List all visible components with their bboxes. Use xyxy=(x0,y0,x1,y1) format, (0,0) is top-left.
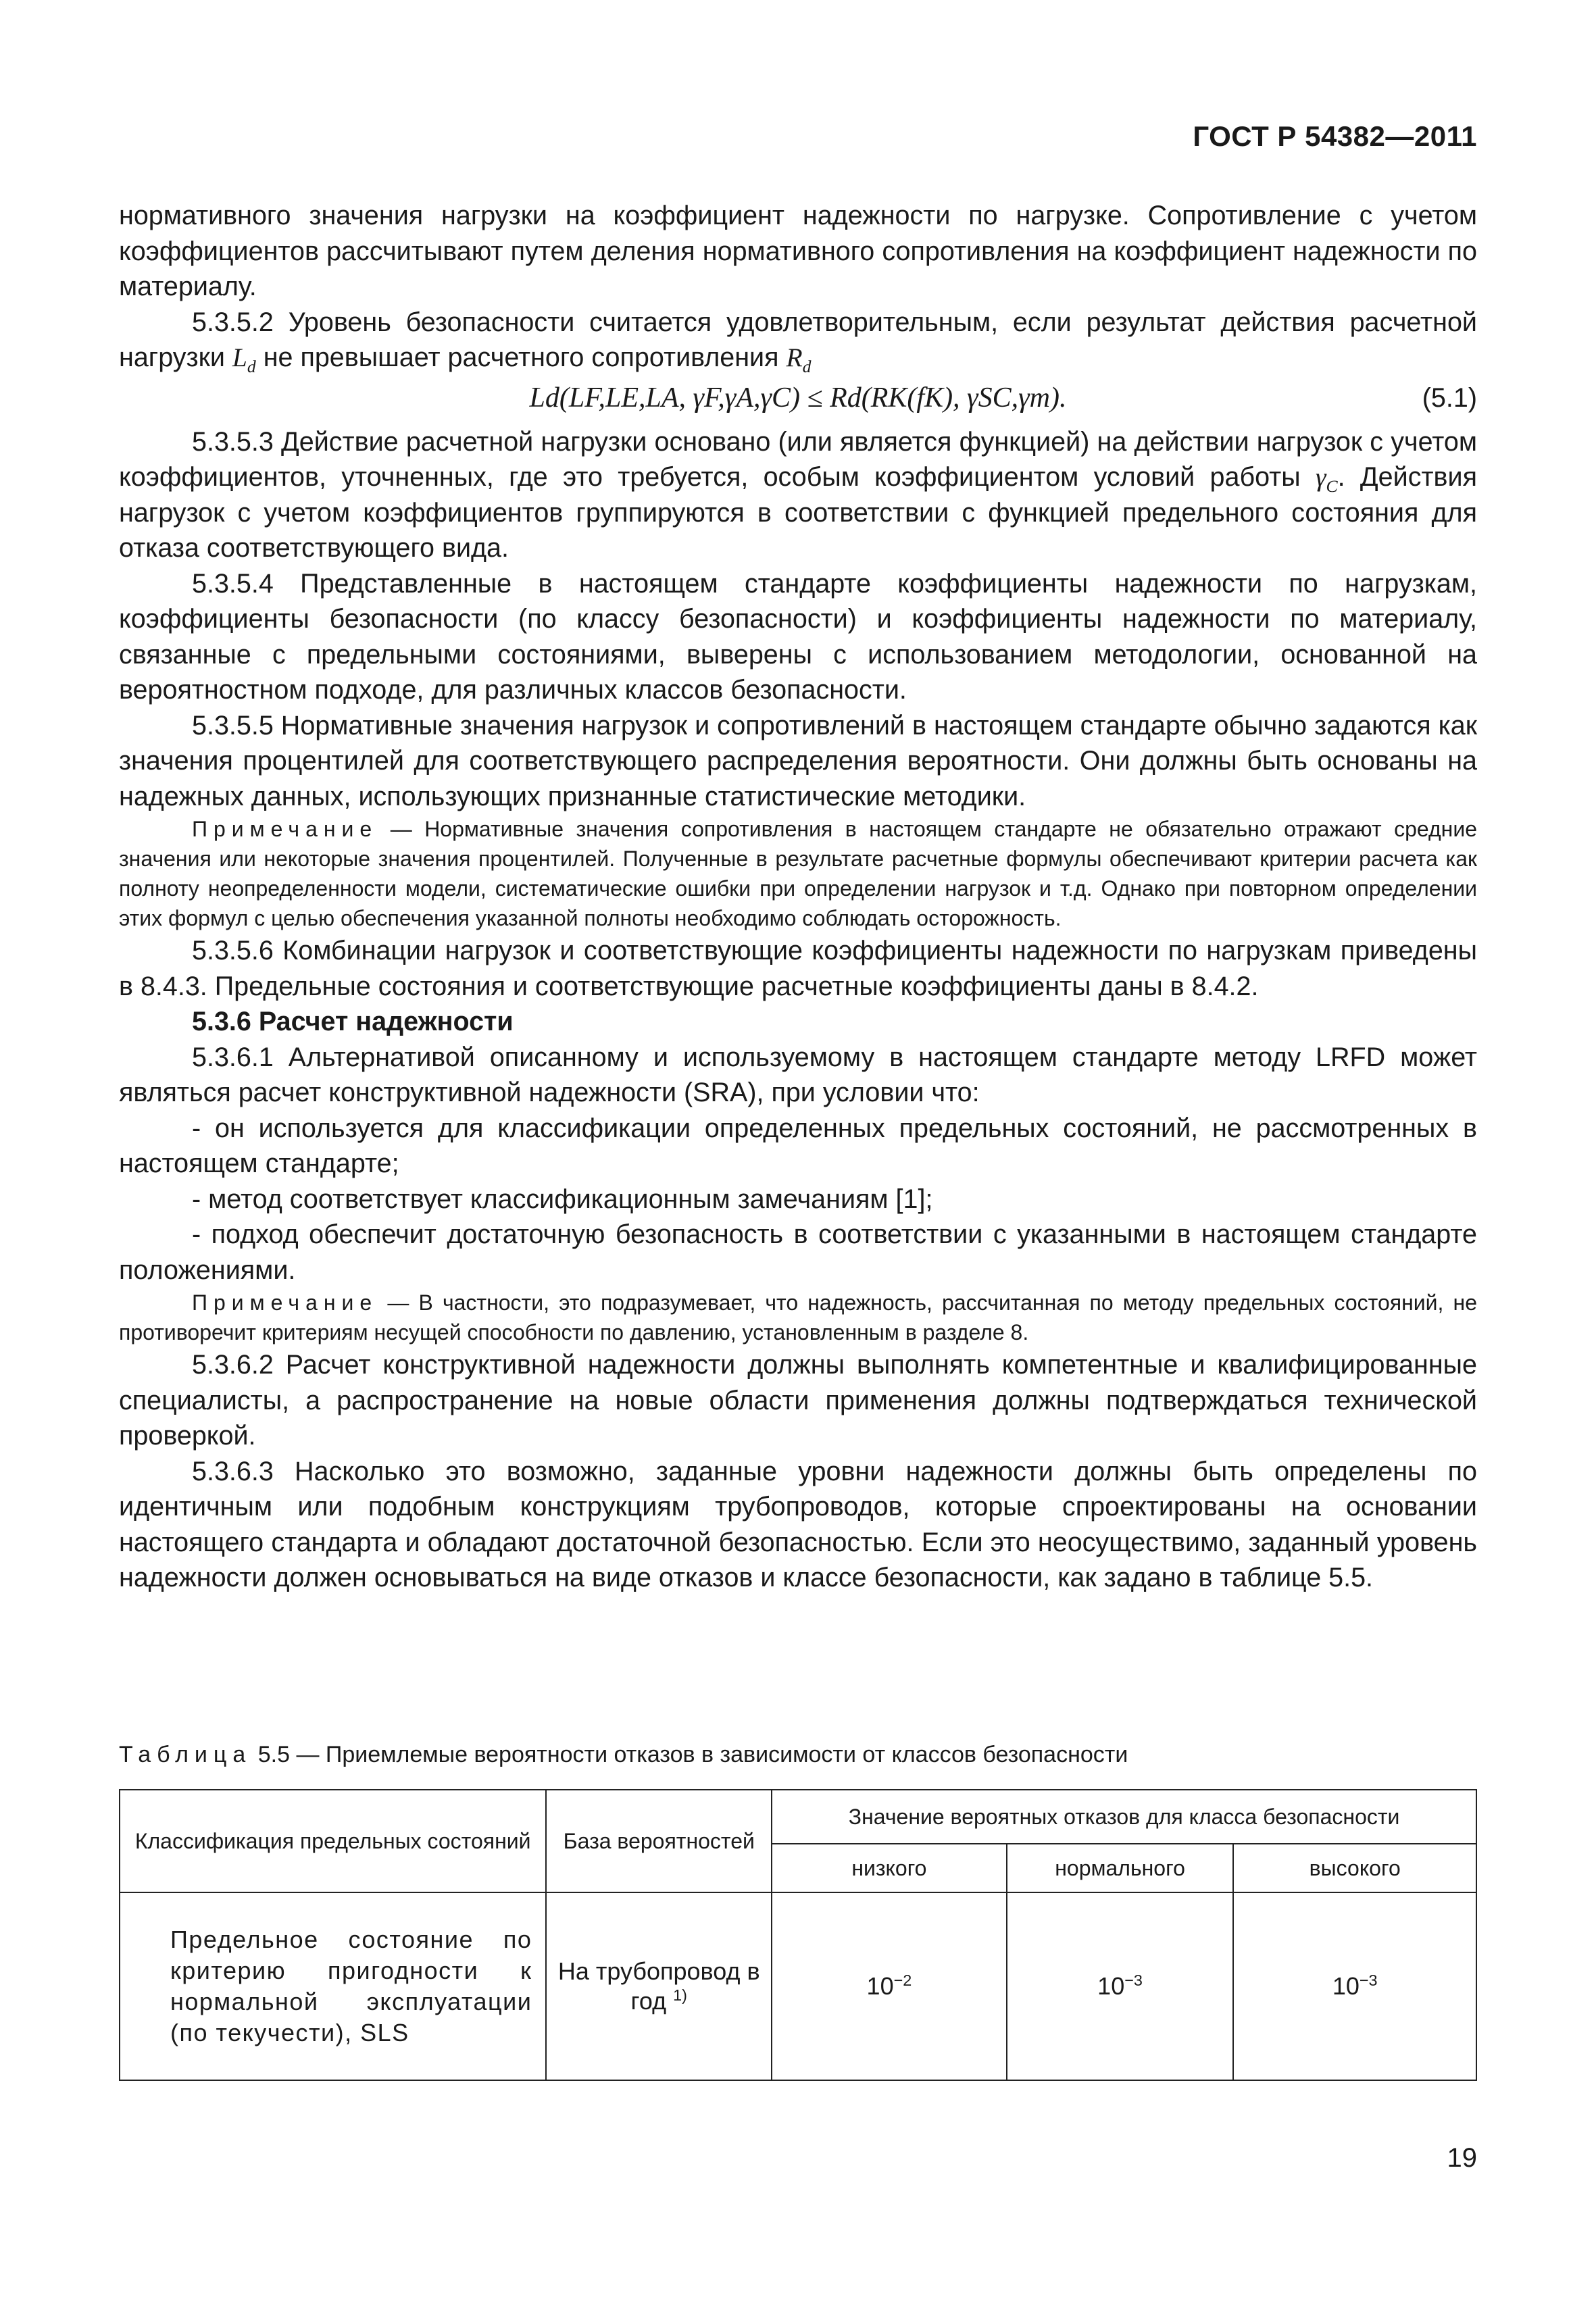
cell-value-normal: $10^{-3}$ xyxy=(1007,1892,1234,2080)
page-number: 19 xyxy=(1447,2143,1477,2173)
paragraph-continuation: нормативного значения нагрузки на коэффициент надежности по нагрузке. Сопротивление с учетом коэффициентов рассчитывают путем деления нормативного сопротивления на коэффициент надежности по материалу. xyxy=(119,201,1477,301)
cell-probability-base: На трубопровод в год $^{1)}$ xyxy=(546,1892,772,2080)
column-header-limit-states: Классификация предельных состояний xyxy=(120,1790,546,1892)
table-caption: Таблица 5.5 — Приемлемые вероятности отказов в зависимости от классов безопасности xyxy=(119,1742,1128,1767)
paragraph-5-3-6-3: 5.3.6.3 Насколько это возможно, заданные уровни надежности должны быть определены по идентичным или подобным конструкциям трубопроводов, которые спроектированы на основании настоящего стандарта и обладают достаточной безопасностью. Если это неосуществимо, заданный уровень надежности должен основываться на виде отказов и классе безопасности, как задано в таблице 5.5. xyxy=(119,1456,1477,1592)
paragraph-5-3-5-4: 5.3.5.4 Представленные в настоящем стандарте коэффициенты надежности по нагрузкам, коэффициенты безопасности (по классу безопасности) и коэффициенты надежности по материалу, связанные с предельными состояниями, выверены с использованием методологии, основанной на вероятностном подходе, для различных классов безопасности. xyxy=(119,568,1477,705)
cell-value-high: $10^{-3}$ xyxy=(1233,1892,1476,2080)
note-label: Примечание xyxy=(192,817,378,841)
section-heading-5-3-6: 5.3.6 Расчет надежности xyxy=(192,1007,514,1036)
paragraph-5-3-6-2: 5.3.6.2 Расчет конструктивной надежности должны выполнять компетентные и квалифицированные специалисты, а распространение на новые области применения должны подтверждаться технической проверкой. xyxy=(119,1350,1477,1451)
page-body xyxy=(119,198,1477,1596)
table-row xyxy=(120,1892,1476,2080)
column-header-high: высокого xyxy=(1233,1844,1476,1892)
cell-limit-state: Предельное состояние по критерию пригодности к нормальной эксплуатации (по текучести), SLS xyxy=(120,1892,546,2080)
formula-number: (5.1) xyxy=(1422,382,1477,413)
note-2: Примечание — В частности, это подразумевает, что надежность, рассчитанная по методу предельных состояний, не противоречит критериям несущей способности по давлению, установленным в разделе 8. xyxy=(119,1290,1477,1344)
failure-probability-table xyxy=(119,1789,1477,2081)
paragraph-5-3-5-3: 5.3.5.3 Действие расчетной нагрузки основано (или является функцией) на действии нагрузок с учетом коэффициентов, уточненных, где это требуется, особым коэффициентом условий работы $\gamma_C$. Действия нагрузок с учетом коэффициентов группируются в соответствии с функцией предельного состояния для отказа соответствующего вида. xyxy=(119,426,1477,563)
document-header: ГОСТ Р 54382—2011 xyxy=(1193,120,1477,152)
paragraph-5-3-5-5: 5.3.5.5 Нормативные значения нагрузок и сопротивлений в настоящем стандарте обычно задаются как значения процентилей для соответствующего распределения вероятности. Они должны быть основаны на надежных данных, использующих признанные статистические методики. xyxy=(119,710,1477,811)
paragraph-5-3-5-2: 5.3.5.2 Уровень безопасности считается удовлетворительным, если результат действия расчетной нагрузки $L_d$ не превышает расчетного сопротивления $R_d$ xyxy=(119,307,1477,376)
column-header-failure-values: Значение вероятных отказов для класса безопасности xyxy=(772,1790,1476,1844)
cell-value-low: $10^{-2}$ xyxy=(772,1892,1007,2080)
paragraph-5-3-5-6: 5.3.5.6 Комбинации нагрузок и соответствующие коэффициенты надежности по нагрузкам приведены в 8.4.3. Предельные состояния и соответствующие расчетные коэффициенты даны в 8.4.2. xyxy=(119,936,1477,1001)
column-header-normal: нормального xyxy=(1007,1844,1234,1892)
list-item: - метод соответствует классификационным замечаниям [1]; xyxy=(192,1184,933,1214)
list-item: - подход обеспечит достаточную безопасность в соответствии с указанными в настоящем стандарте положениями. xyxy=(119,1219,1477,1285)
note-1: Примечание — Нормативные значения сопротивления в настоящем стандарте не обязательно отражают средние значения или некоторые значения процентилей. Полученные в результате расчетные формулы обеспечивают критерии расчета как полноту неопределенности модели, систематические ошибки при определении нагрузок и т.д. Однако при повторном определении этих формул с целью обеспечения указанной полноты необходимо соблюдать осторожность. xyxy=(119,817,1477,930)
column-header-probability-base: База вероятностей xyxy=(546,1790,772,1892)
list-item: - он используется для классификации определенных предельных состояний, не рассмотренных в настоящем стандарте; xyxy=(119,1113,1477,1178)
paragraph-5-3-6-1: 5.3.6.1 Альтернативой описанному и используемому в настоящем стандарте методу LRFD может являться расчет конструктивной надежности (SRA), при условии что: xyxy=(119,1042,1477,1107)
column-header-low: низкого xyxy=(772,1844,1007,1892)
formula-5-1 xyxy=(119,377,1477,419)
note-label: Примечание xyxy=(192,1290,378,1315)
formula-expression: Ld(LF,LE,LA, γF,γA,γC) ≤ Rd(RK(fK), γSC,γm). xyxy=(529,382,1067,413)
